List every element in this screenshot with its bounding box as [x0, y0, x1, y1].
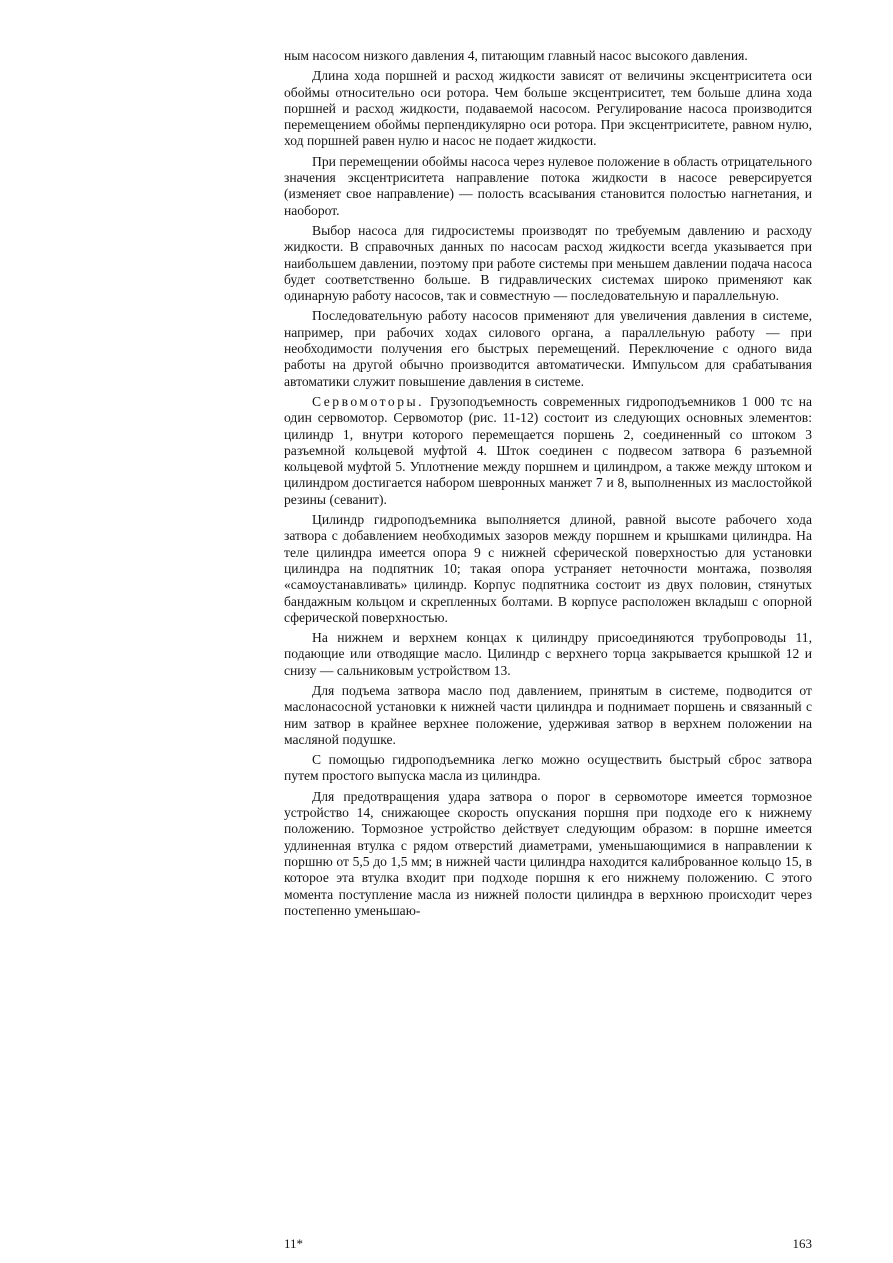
paragraph: Для предотвращения удара затвора о порог в сервомоторе имеется тормозное устройство 14, снижающее скорость опускания поршня при подходе его к нижнему положению. Тормозное устройство действует следующим образом: в поршне имеется удлиненная втулка с рядом отверстий диаметрами, уменьшающимися в направлении к поршню от 5,5 до 1,5 мм; в нижней части цилиндра находится калиброванное кольцо 15, в которое эта втулка входит при подходе поршня к его нижнему положению. С этого момента поступление масла из нижней полости цилиндра в верхнюю происходит через постепенно уменьшаю-	[284, 788, 812, 918]
paragraph-body: Грузоподъемность современных гидроподъемников 1 000 тс на один сервомотор. Сервомотор (рис. 11-12) состоит из следующих основных элементов: цилиндр 1, внутри которого перемещается поршень 2, соединенный со штоком 3 разъемной кольцевой муфтой 4. Шток соединен с подвесом затвора 6 разъемной кольцевой муфтой 5. Уплотнение между поршнем и цилиндром, а также между штоком и цилиндром достигается набором шевронных манжет 7 и 8, выполненных из маслостойкой резины (севанит).	[284, 393, 813, 507]
paragraph: С помощью гидроподъемника легко можно осуществить быстрый сброс затвора путем простого выпуска масла из цилиндра.	[284, 752, 812, 784]
paragraph: При перемещении обоймы насоса через нулевое положение в область отрицательного значения эксцентриситета направление потока жидкости в насосе реверсируется (изменяет свое направление) — полость всасывания становится полостью нагнетания, и наоборот.	[284, 153, 812, 218]
page-text	[284, 48, 812, 923]
paragraph: ным насосом низкого давления 4, питающим главный насос высокого давления.	[284, 48, 748, 63]
paragraph: Выбор насоса для гидросистемы производят по требуемым давлению и расходу жидкости. В справочных данных по насосам расход жидкости всегда указывается при наибольшем давлении, поэтому при работе системы при меньшем давлении подача насоса будет соответственно больше. В гидравлических системах широко применяют как одинарную работу насосов, так и совместную — последовательную и параллельную.	[284, 222, 812, 304]
paragraph: На нижнем и верхнем концах к цилиндру присоединяются трубопроводы 11, подающие или отводящие масло. Цилиндр с верхнего торца закрывается крышкой 12 и снизу — сальниковым устройством 13.	[284, 630, 812, 678]
paragraph: Для подъема затвора масло под давлением, принятым в системе, подводится от маслонасосной установки к нижней части цилиндра и поднимает поршень и связанный с ним затвор в крайнее верхнее положение, удерживая затвор в верхнем положении на масляной подушке.	[284, 682, 812, 747]
paragraph: Длина хода поршней и расход жидкости зависят от величины эксцентриситета оси обоймы относительно оси ротора. Чем больше эксцентриситет, тем больше длина хода поршней и расход жидкости, подаваемой насосом. Регулирование насоса производится перемещением обоймы перпендикулярно оси ротора. При эксцентриситете, равном нулю, ход поршней равен нулю и насос не подает жидкости.	[284, 68, 812, 149]
page-number: 163	[792, 1236, 812, 1251]
paragraph: Последовательную работу насосов применяют для увеличения давления в системе, например, при рабочих ходах силового органа, а параллельную работу — при необходимости получения его быстрых перемещений. Переключение с одного вида работы на другой обычно производится автоматически. Импульсом для срабатывания автоматики служит повышение давления в системе.	[284, 308, 812, 389]
paragraph-servomotors	[284, 394, 812, 508]
printer-signature: 11*	[284, 1236, 304, 1251]
paragraph: Цилиндр гидроподъемника выполняется длиной, равной высоте рабочего хода затвора с добавлением необходимых зазоров между поршнем и крышками цилиндра. На теле цилиндра имеется опора 9 с нижней сферической поверхностью для установки цилиндра на подпятник 10; такая опора устраняет неточности монтажа, позволяя «самоустанавливать» цилиндр. Корпус подпятника состоит из двух половин, стянутых бандажным кольцом и скрепленных болтами. В корпусе расположен вкладыш с опорной сферической поверхностью.	[284, 512, 812, 625]
section-heading: Сервомоторы.	[312, 393, 425, 409]
